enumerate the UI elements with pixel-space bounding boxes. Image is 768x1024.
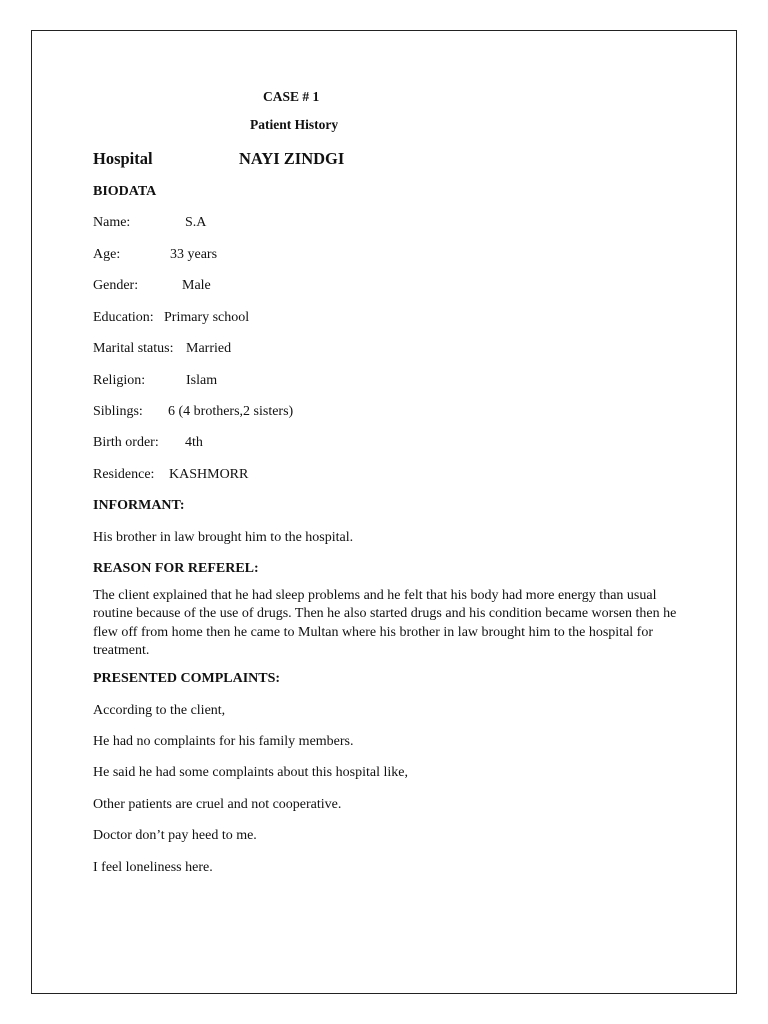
complaints-heading: PRESENTED COMPLAINTS:	[93, 671, 281, 686]
reason-paragraph: The client explained that he had sleep problems and he felt that his body had more energy than usual routine because of the use of drugs. Then he also started drugs and his condition became worsen then he flew off from home then he came to Multan where his brother in law brought him to the hospital for treatment.	[93, 588, 677, 658]
biodata-label-siblings: Siblings:	[93, 404, 143, 419]
biodata-value-siblings: 6 (4 brothers,2 sisters)	[168, 404, 294, 419]
case-label: CASE # 1	[263, 89, 320, 104]
hospital-name: NAYI ZINDGI	[239, 149, 345, 168]
biodata-value-marital-status: Married	[186, 341, 232, 356]
biodata-heading: BIODATA	[93, 184, 157, 199]
biodata-value-birth-order: 4th	[185, 435, 203, 450]
biodata-label-name: Name:	[93, 215, 131, 230]
complaint-line: According to the client,	[93, 703, 226, 718]
biodata-label-marital-status: Marital status:	[93, 341, 174, 356]
complaint-line: Doctor don’t pay heed to me.	[93, 828, 257, 843]
biodata-label-age: Age:	[93, 247, 121, 262]
biodata-value-name: S.A	[185, 215, 207, 230]
document-subtitle: Patient History	[250, 117, 339, 132]
biodata-label-residence: Residence:	[93, 467, 155, 482]
biodata-label-birth-order: Birth order:	[93, 435, 159, 450]
biodata-label-gender: Gender:	[93, 278, 139, 293]
informant-text: His brother in law brought him to the hospital.	[93, 530, 354, 545]
reason-heading: REASON FOR REFEREL:	[93, 561, 259, 576]
informant-heading: INFORMANT:	[93, 498, 185, 513]
biodata-value-education: Primary school	[164, 310, 250, 325]
biodata-value-religion: Islam	[186, 373, 218, 388]
complaint-line: He said he had some complaints about this hospital like,	[93, 765, 408, 780]
hospital-label: Hospital	[93, 149, 153, 168]
biodata-value-gender: Male	[182, 278, 211, 293]
biodata-value-residence: KASHMORR	[169, 467, 249, 482]
complaint-line: Other patients are cruel and not cooperative.	[93, 797, 342, 812]
biodata-label-education: Education:	[93, 310, 154, 325]
complaint-line: I feel loneliness here.	[93, 860, 213, 875]
biodata-label-religion: Religion:	[93, 373, 146, 388]
complaint-line: He had no complaints for his family members.	[93, 734, 354, 749]
biodata-value-age: 33 years	[170, 247, 218, 262]
